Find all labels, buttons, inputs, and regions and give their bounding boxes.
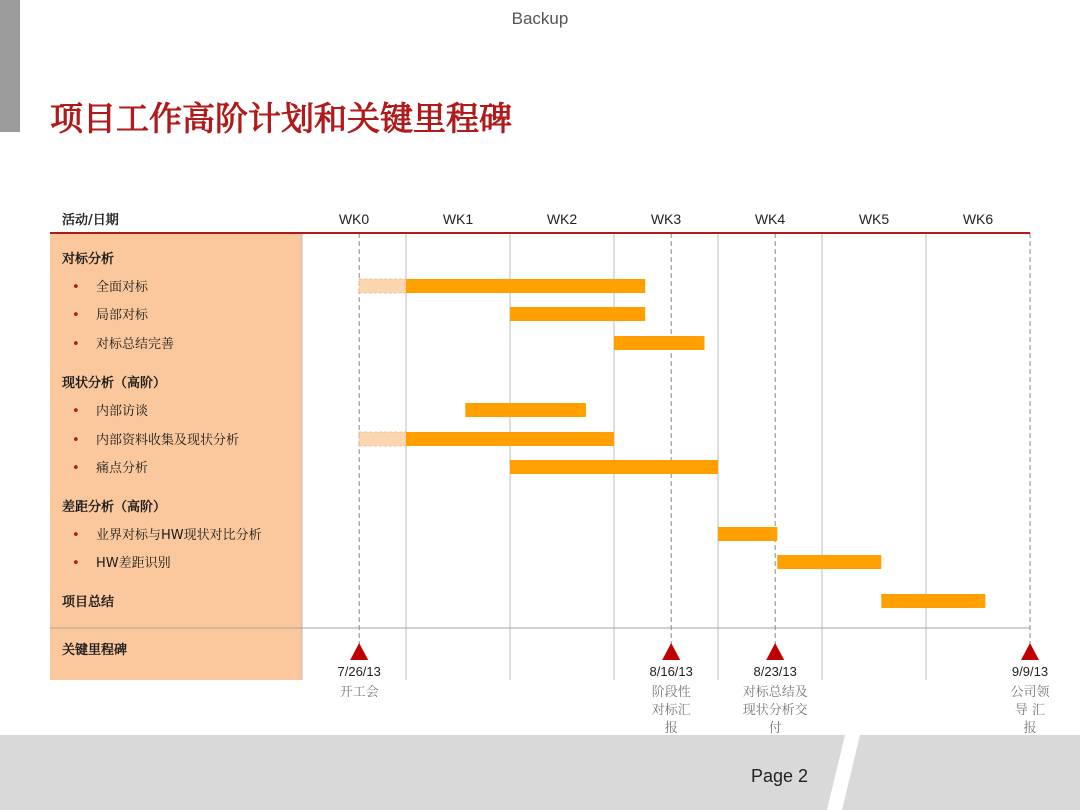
- group-label: 对标分析: [62, 252, 115, 267]
- gantt-bar: [718, 527, 777, 541]
- activity-label: 痛点分析: [96, 461, 149, 476]
- milestone-triangle-icon: [662, 643, 680, 660]
- milestone-description: 现状分析交: [742, 703, 808, 718]
- column-header-wk0: WK0: [338, 211, 370, 227]
- milestone-description: 报: [1023, 721, 1037, 736]
- column-header-wk2: WK2: [546, 211, 578, 227]
- milestone-date: 9/9/13: [1011, 664, 1049, 679]
- milestone-description: 导 汇: [1014, 703, 1046, 718]
- bullet-icon: •: [72, 280, 80, 295]
- bullet-icon: •: [72, 528, 80, 543]
- milestone-description: 对标总结及: [742, 685, 808, 700]
- bullet-icon: •: [72, 404, 80, 419]
- activity-label: 局部对标: [96, 308, 149, 323]
- milestone-date: 8/23/13: [753, 664, 797, 679]
- gantt-bar: [777, 555, 881, 569]
- bullet-icon: •: [72, 433, 80, 448]
- gantt-bar-extension: [359, 432, 406, 446]
- milestone-description: 对标汇: [651, 703, 691, 718]
- header-activity-label: 活动/日期: [62, 213, 119, 228]
- column-header-wk5: WK5: [858, 211, 890, 227]
- milestone-triangle-icon: [766, 643, 784, 660]
- milestone-description: 开工会: [339, 685, 379, 700]
- column-header-wk3: WK3: [650, 211, 682, 227]
- page-number: Page 2: [751, 766, 809, 786]
- bullet-icon: •: [72, 461, 80, 476]
- group-label: 现状分析（高阶）: [62, 376, 167, 391]
- milestone-date: 7/26/13: [337, 664, 381, 679]
- milestone-description: 付: [768, 721, 782, 736]
- activity-label: 内部资料收集及现状分析: [96, 433, 240, 448]
- bullet-icon: •: [72, 308, 80, 323]
- column-header-wk1: WK1: [442, 211, 474, 227]
- milestone-date: 8/16/13: [649, 664, 693, 679]
- column-header-wk4: WK4: [754, 211, 786, 227]
- bullet-icon: •: [72, 556, 80, 571]
- backup-label: Backup: [511, 9, 569, 28]
- milestone-triangle-icon: [350, 643, 368, 660]
- gantt-bar: [406, 279, 645, 293]
- gantt-bar-extension: [359, 279, 406, 293]
- page-title: 项目工作高阶计划和关键里程碑: [50, 99, 512, 138]
- milestone-description: 阶段性: [651, 685, 691, 700]
- gantt-bar: [406, 432, 614, 446]
- gantt-bar: [510, 460, 718, 474]
- activity-label: HW差距识别: [96, 556, 171, 571]
- gantt-bar: [614, 336, 704, 350]
- bullet-icon: •: [72, 337, 80, 352]
- activity-label: 内部访谈: [96, 404, 149, 419]
- milestone-description: 报: [664, 721, 678, 736]
- label-panel: [50, 233, 302, 680]
- milestone-header: 关键里程碑: [62, 643, 128, 658]
- activity-label: 业界对标与HW现状对比分析: [96, 528, 262, 543]
- activity-label: 对标总结完善: [96, 337, 175, 352]
- group-label: 项目总结: [62, 595, 115, 610]
- milestone-triangle-icon: [1021, 643, 1039, 660]
- activity-label: 全面对标: [96, 280, 149, 295]
- group-label: 差距分析（高阶）: [62, 500, 167, 515]
- column-header-wk6: WK6: [962, 211, 994, 227]
- gantt-bar: [510, 307, 645, 321]
- gantt-bar: [881, 594, 985, 608]
- milestone-description: 公司领: [1010, 685, 1050, 700]
- gantt-bar: [465, 403, 586, 417]
